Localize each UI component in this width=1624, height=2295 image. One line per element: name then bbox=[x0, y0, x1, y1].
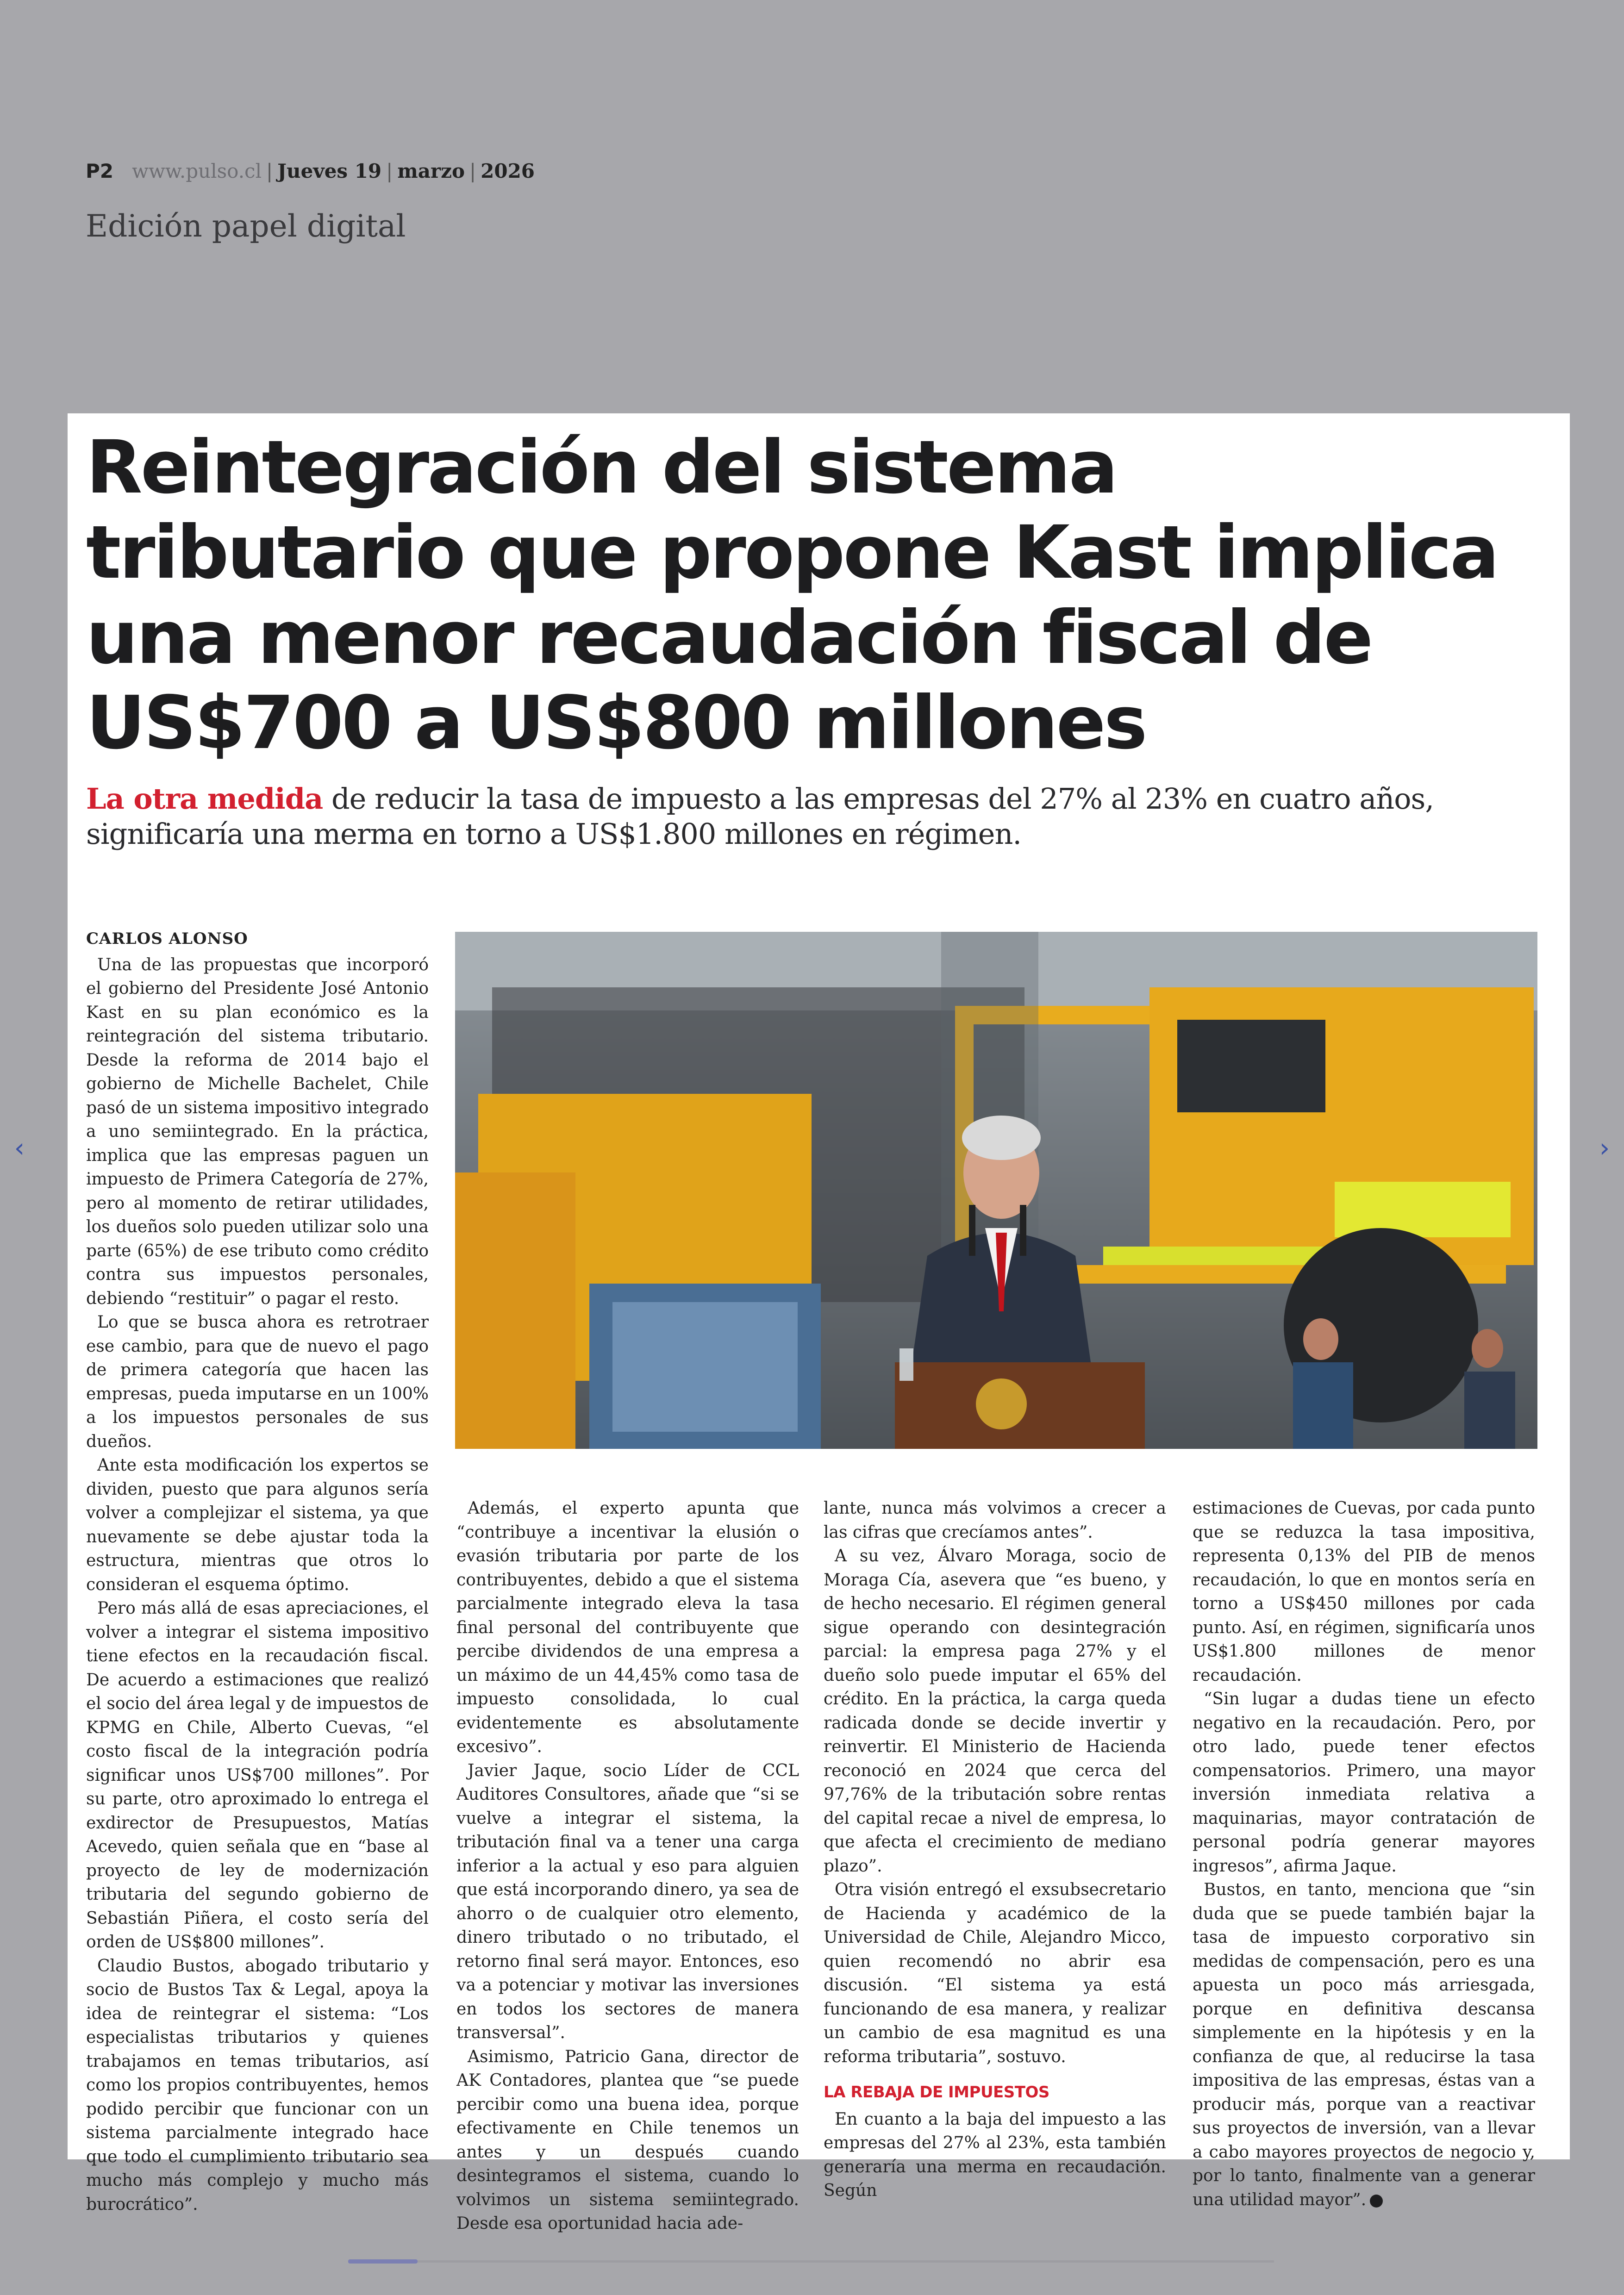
paragraph-text: Bustos, en tanto, menciona que “sin duda que se puede también bajar la tasa de impuesto corporativo sin medidas de compensación, pero es una apuesta un poco más arriesgada, porque en definitiva descansa simplemente en la hipótesis y en la confianza de que, al reducirse la tasa impositiva de las empresas, éstas van a producir más, porque van a reactivar sus proyectos de inversión, van a llevar a cabo mayores proyectos de negocio y, por lo tanto, finalmente van a generar una utilidad mayor”. bbox=[1193, 1880, 1535, 2209]
paragraph bbox=[1193, 1878, 1535, 2212]
paragraph: Otra visión entregó el exsubsecretario de Hacienda y académico de la Universidad de Chile, Alejandro Micco, quien recomendó no abrir esa discusión. “El sistema ya está funcionando de esa manera, y realizar un cambio de esa magnitud es una reforma tributaria”, sostuvo. bbox=[824, 1880, 1166, 2066]
paragraph: Asimismo, Patricio Gana, director de AK Contadores, plantea que “se puede percibir como una buena idea, porque efectivamente en Chile tenemos un antes y un después cuando desintegramos el sistema, cuando lo volvimos un sistema semiintegrado. Desde esa oportunidad hacia ade- bbox=[456, 2047, 799, 2233]
page-progress-fill bbox=[348, 2259, 418, 2264]
article-column-3 bbox=[824, 1497, 1166, 2203]
paragraph: Además, el experto apunta que “contribuye a incentivar la elusión o evasión tributaria por parte de los contribuyentes, debido a que el sistema parcialmente integrado eleva la tasa final personal del contribuyente que percibe dividendos de una empresa a un máximo de un 44,45% como tasa de impuesto consolidada, lo cual evidentemente es absolutamente excesivo”. bbox=[456, 1499, 799, 1756]
paragraph: Pero más allá de esas apreciaciones, el volver a integrar el sistema impositivo tiene efectos en la recaudación fiscal. De acuerdo a estimaciones que realizó el socio del área legal y de impuestos de KPMG en Chile, Alberto Cuevas, “el costo fiscal de la integración podría significar unos US$700 millones”. Por su parte, otro aproximado lo entrega el exdirector de Presupuestos, Matías Acevedo, quien señala que en “base al proyecto de ley de modernización tributaria del segundo gobierno de Sebastián Piñera, el costo sería del orden de US$800 millones”. bbox=[86, 1599, 429, 1952]
section-subhead: LA REBAJA DE IMPUESTOS bbox=[824, 2083, 1049, 2102]
paragraph: Claudio Bustos, abogado tributario y socio de Bustos Tax & Legal, apoya la idea de reintegrar el sistema: “Los especialistas tributarios y quienes trabajamos en temas tributarios, así como los propios contribuyentes, hemos podido percibir que funcionar con un sistema parcialmente integrado hace que todo el cumplimiento tributario sea mucho más complejo y mucho más burocrático”. bbox=[86, 1956, 429, 2214]
pulso-end-mark-icon bbox=[1370, 2195, 1383, 2208]
paragraph: lante, nunca más volvimos a crecer a las cifras que crecíamos antes”. bbox=[824, 1499, 1166, 1542]
photo-illustration bbox=[455, 932, 1537, 1449]
president-speaking-at-podium-photo bbox=[455, 932, 1537, 1449]
page-progress-bar[interactable] bbox=[348, 2260, 1274, 2263]
separator: | bbox=[266, 160, 273, 182]
page-number: P2 bbox=[86, 160, 114, 182]
deck-lead: La otra medida bbox=[86, 782, 323, 816]
separator: | bbox=[386, 160, 393, 182]
edition-label: Edición papel digital bbox=[86, 208, 406, 244]
paragraph: Javier Jaque, socio Líder de CCL Auditores Consultores, añade que “si se vuelve a integrar el sistema, la tributación final va a tener una carga inferior a la actual y eso para alguien que está incorporando dinero, ya sea de ahorro o de cualquier otro elemento, dinero tributado o no tributado, el retorno final será mayor. Entonces, eso va a potenciar y motivar las inversiones en todos los sectores de manera transversal”. bbox=[456, 1761, 799, 2042]
date-day: Jueves 19 bbox=[277, 160, 382, 182]
date-year: 2026 bbox=[481, 160, 535, 182]
newspaper-page bbox=[68, 413, 1570, 2233]
folio bbox=[86, 160, 535, 182]
byline: CARLOS ALONSO bbox=[86, 929, 248, 948]
paragraph: Una de las propuestas que incorporó el gobierno del Presidente José Antonio Kast en su plan económico es la reintegración del sistema tributario. Desde la reforma de 2014 bajo el gobierno de Michelle Bachelet, Chile pasó de un sistema impositivo integrado a uno semiintegrado. En la práctica, implica que las empresas paguen un impuesto de Primera Categoría de 27%, pero al momento de retirar utilidades, los dueños solo pueden utilizar solo una parte (65%) de ese tributo como crédito contra sus impuestos personales, debiendo “restituir” o pagar el resto. bbox=[86, 955, 429, 1308]
paragraph: En cuanto a la baja del impuesto a las empresas del 27% al 23%, esta también generaría una merma en recaudación. Según bbox=[824, 2109, 1166, 2200]
article-headline: Reintegración del sistema tributario que propone Kast implica una menor recaudación fiscal de US$700 a US$800 millones bbox=[86, 425, 1498, 766]
paragraph: estimaciones de Cuevas, por cada punto que se reduzca la tasa impositiva, representa 0,13% del PIB de menos recaudación, lo que en montos sería en torno a US$450 millones por cada punto. Así, en régimen, significaría unos US$1.800 millones de menor recaudación. bbox=[1193, 1499, 1535, 1685]
article-deck bbox=[86, 781, 1549, 852]
chevron-right-icon[interactable]: › bbox=[1599, 1133, 1610, 1163]
article-column-1 bbox=[86, 927, 429, 2216]
separator: | bbox=[469, 160, 476, 182]
site-url[interactable]: www.pulso.cl bbox=[132, 160, 262, 182]
deck-text: de reducir la tasa de impuesto a las empresas del 27% al 23% en cuatro años, significaría una merma en torno a US$1.800 millones en régimen. bbox=[86, 782, 1434, 851]
paragraph: A su vez, Álvaro Moraga, socio de Moraga Cía, asevera que “es bueno, y de hecho necesario. El régimen general sigue operando con desintegración parcial: la empresa paga 27% y el dueño solo puede imputar el 65% del crédito. En la práctica, la carga queda radicada donde se decide invertir y reinvertir. El Ministerio de Hacienda reconoció en 2024 que cerca del 97,76% de la tributación sobre rentas del capital recae a nivel de empresa, lo que afecta el crecimiento de mediano plazo”. bbox=[824, 1547, 1166, 1876]
chevron-left-icon[interactable]: ‹ bbox=[14, 1133, 25, 1163]
paragraph: “Sin lugar a dudas tiene un efecto negativo en la recaudación. Pero, por otro lado, puede tener efectos compensatorios. Primero, una mayor inversión inmediata relativa a maquinarias, mayor contratación de personal podría generar mayores ingresos”, afirma Jaque. bbox=[1193, 1690, 1535, 1876]
date-month: marzo bbox=[397, 160, 465, 182]
paragraph: Ante esta modificación los expertos se dividen, puesto que para algunos sería volver a complejizar el sistema, ya que nuevamente se debe ajustar toda la estructura, mientras que otros lo consideran el esquema óptimo. bbox=[86, 1456, 429, 1594]
article-column-4 bbox=[1193, 1497, 1535, 2212]
paragraph: Lo que se busca ahora es retrotraer ese cambio, para que de nuevo el pago de primera categoría que hacen las empresas, pueda imputarse en un 100% a los impuestos personales de sus dueños. bbox=[86, 1313, 429, 1451]
page-header bbox=[86, 160, 535, 182]
article-column-2 bbox=[456, 1497, 799, 2236]
